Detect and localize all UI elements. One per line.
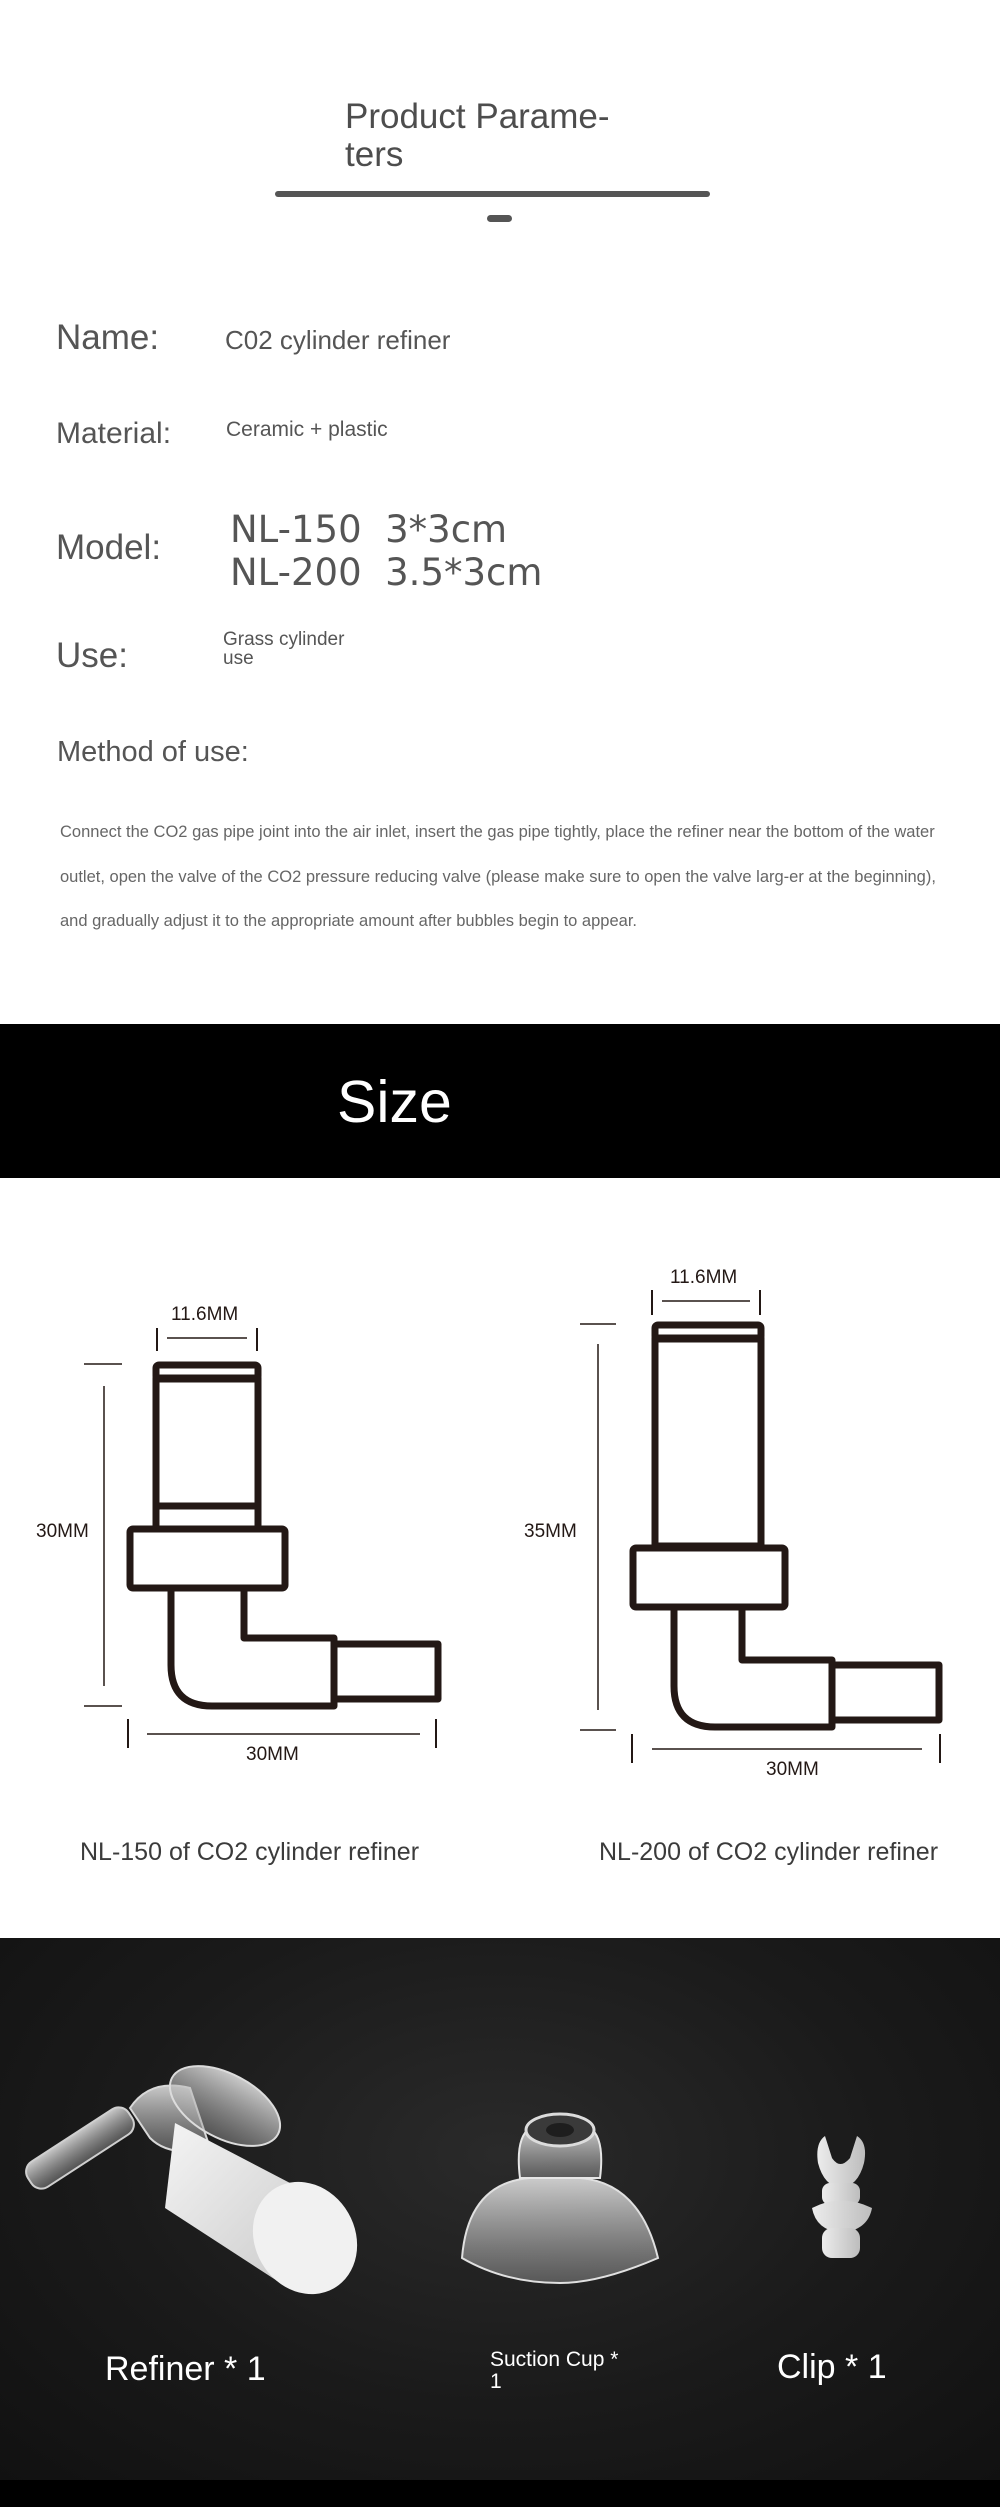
method-description: Connect the CO2 gas pipe joint into the air inlet, insert the gas pipe tightly, place the refiner near the bottom of the water outlet, open the valve of the CO2 pressure reducing valve (please make sure to open the valve larg-er at the beginning), and gradually adjust it to the appropriate amount after bubbles begin to appear. (60, 823, 936, 930)
nl200-top-dimension: 11.6MM (670, 1267, 738, 1288)
model-line-2: NL-200 3.5*3cm (230, 551, 543, 594)
use-label: Use: (56, 636, 128, 675)
dimension-diagrams (0, 1178, 1000, 1938)
nl150-height-dimension: 30MM (36, 1521, 89, 1542)
model-line-1: NL-150 3*3cm (230, 508, 508, 551)
refiner-image (22, 2050, 378, 2314)
accessories-illustration (0, 1938, 1000, 2480)
nl200-caption: NL-200 of CO2 cylinder refiner (599, 1838, 939, 1866)
nl200-bottom-dimension: 30MM (766, 1759, 819, 1780)
suction-cup-label: Suction Cup * 1 (490, 2348, 619, 2393)
page-title (345, 98, 665, 174)
clip-image (812, 2136, 872, 2258)
material-value: Ceramic + plastic (226, 418, 388, 441)
material-label: Material: (56, 417, 172, 450)
nl200-diagram (580, 1290, 940, 1763)
size-title: Size (337, 1069, 452, 1135)
nl150-diagram (84, 1328, 438, 1748)
model-label: Model: (56, 528, 162, 567)
nl150-top-dimension: 11.6MM (171, 1304, 239, 1325)
method-label: Method of use: (57, 736, 249, 768)
page-title-line: ters (345, 135, 404, 174)
use-value: Grass cylinder use (223, 629, 345, 669)
clip-label: Clip * 1 (777, 2348, 887, 2386)
suction-cup-image (462, 2114, 658, 2283)
title-underline (275, 191, 710, 197)
page-title-line: Product Parame- (345, 97, 610, 136)
product-parameters-section (0, 0, 1000, 1024)
accessories-section (0, 1938, 1000, 2480)
nl150-bottom-dimension: 30MM (246, 1744, 299, 1765)
size-banner (0, 1024, 1000, 1178)
name-value: C02 cylinder refiner (225, 325, 451, 355)
bottom-bar (0, 2480, 1000, 2507)
refiner-label: Refiner * 1 (105, 2350, 266, 2388)
nl150-caption: NL-150 of CO2 cylinder refiner (80, 1838, 420, 1866)
model-values (230, 508, 542, 594)
name-label: Name: (56, 318, 160, 357)
title-dash (487, 215, 512, 222)
dimension-diagrams-section (0, 1178, 1000, 1938)
nl200-height-dimension: 35MM (524, 1521, 577, 1542)
